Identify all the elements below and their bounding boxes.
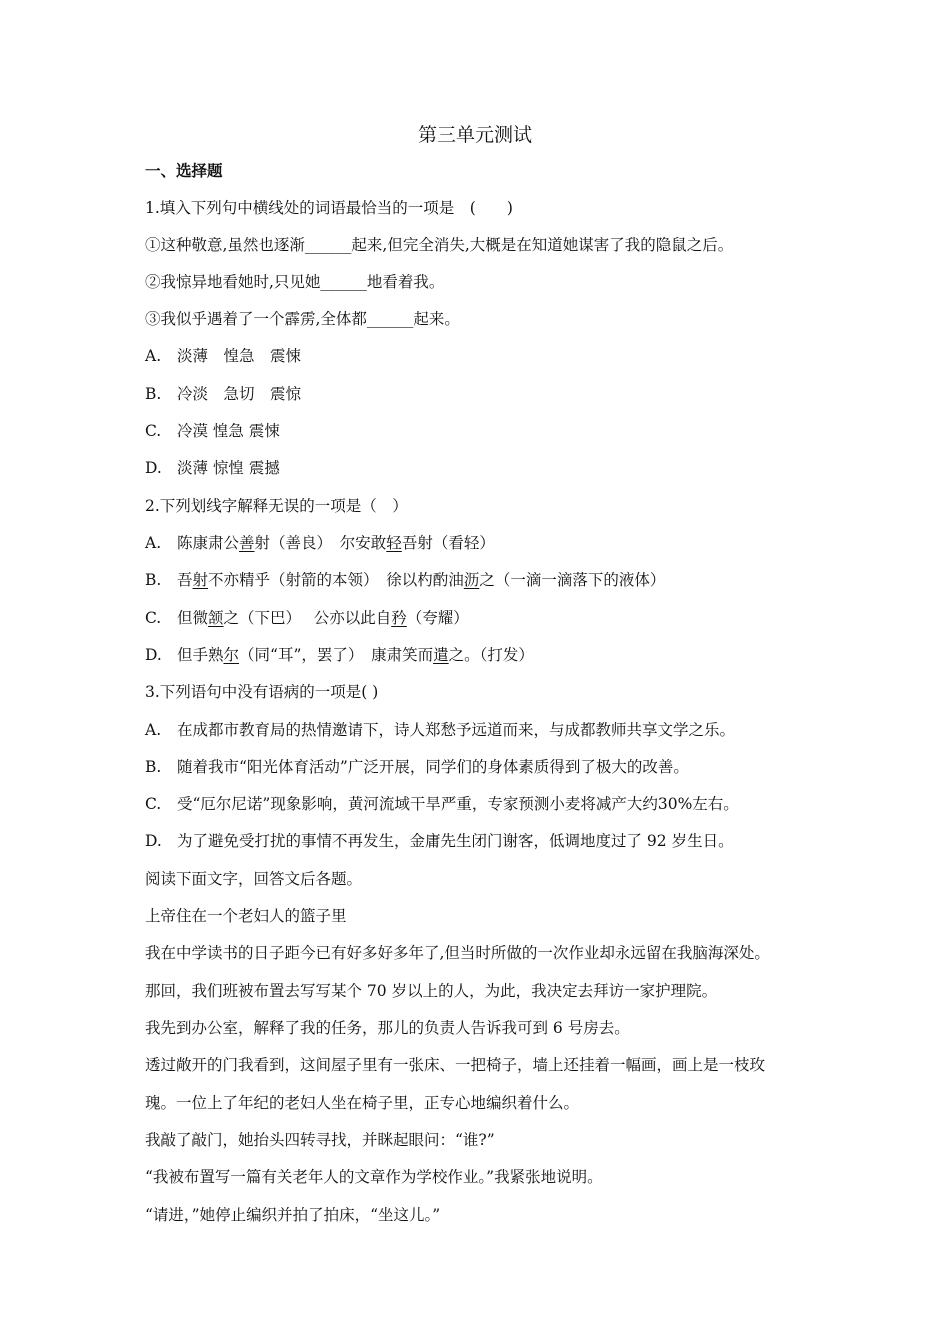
option-letter: A. bbox=[145, 534, 162, 552]
option-text: （夸耀） bbox=[406, 609, 469, 627]
question-3-option-c bbox=[145, 793, 739, 815]
question-2-option-b bbox=[145, 569, 665, 591]
option-text: 冷淡 急切 震惊 bbox=[177, 385, 302, 403]
option-letter: D. bbox=[145, 459, 162, 477]
passage-paragraph: “我被布置写一篇有关老年人的文章作为学校作业。”我紧张地说明。 bbox=[145, 1168, 603, 1186]
question-1-option-a bbox=[145, 345, 301, 367]
option-letter: B. bbox=[145, 385, 162, 403]
option-text: 淡薄 惶急 震悚 bbox=[177, 347, 302, 365]
option-text: 淡薄 惊惶 震撼 bbox=[177, 459, 280, 477]
option-letter: C. bbox=[145, 795, 162, 813]
option-letter: D. bbox=[145, 832, 162, 850]
option-text: 受“厄尔尼诺”现象影响，黄河流域干旱严重，专家预测小麦将减产大约30%左右。 bbox=[177, 795, 739, 813]
question-1-sentence-3: ③我似乎遇着了一个霹雳,全体都______起来。 bbox=[145, 310, 460, 328]
option-letter: C. bbox=[145, 609, 162, 627]
question-3-option-a bbox=[145, 719, 735, 741]
underlined-char: 善 bbox=[239, 534, 255, 552]
passage-paragraph: “请进，”她停止编织并拍了拍床，“坐这儿。” bbox=[145, 1206, 441, 1224]
question-3-option-d bbox=[145, 830, 734, 852]
underlined-char: 轻 bbox=[386, 534, 402, 552]
underlined-char: 遣 bbox=[433, 646, 449, 664]
underlined-char: 尔 bbox=[223, 646, 240, 664]
question-2-option-a bbox=[145, 532, 495, 554]
passage-paragraph: 透过敞开的门我看到，这间屋子里有一张床、一把椅子，墙上还挂着一幅画，画上是一枝玫 bbox=[145, 1056, 766, 1074]
question-1-sentence-1: ①这种敬意,虽然也逐渐______起来,但完全消失,大概是在知道她谋害了我的隐鼠之后。 bbox=[145, 236, 734, 254]
passage-paragraph-continued: 瑰。一位上了年纪的老妇人坐在椅子里，正专心地编织着什么。 bbox=[145, 1094, 580, 1112]
question-1-option-c bbox=[145, 420, 280, 442]
option-text: 之。（打发） bbox=[448, 646, 534, 664]
option-text: 但手熟 bbox=[177, 646, 224, 664]
option-text: 为了避免受打扰的事情不再发生，金庸先生闭门谢客，低调地度过了 92 岁生日。 bbox=[177, 832, 734, 850]
option-text: 不亦精乎（射箭的本领） 徐以杓酌油 bbox=[208, 571, 464, 589]
question-1-sentence-2: ②我惊异地看她时,只见她______地看着我。 bbox=[145, 273, 445, 291]
passage-paragraph: 那回，我们班被布置去写写某个 70 岁以上的人，为此，我决定去拜访一家护理院。 bbox=[145, 982, 718, 1000]
option-letter: B. bbox=[145, 571, 162, 589]
option-text: 射（善良） 尔安敢 bbox=[254, 534, 387, 552]
passage-paragraph: 我先到办公室，解释了我的任务，那儿的负责人告诉我可到 6 号房去。 bbox=[145, 1019, 630, 1037]
option-text: （同“耳”，罢了） 康肃笑而 bbox=[239, 646, 434, 664]
passage-paragraph: 我敲了敲门，她抬头四转寻找，并眯起眼问：“谁?” bbox=[145, 1131, 495, 1149]
question-2-stem: 2.下列划线字解释无误的一项是（ ） bbox=[145, 497, 408, 515]
option-letter: A. bbox=[145, 347, 162, 365]
option-text: 在成都市教育局的热情邀请下，诗人郑愁予远道而来，与成都教师共享文学之乐。 bbox=[177, 721, 736, 739]
underlined-char: 沥 bbox=[463, 571, 480, 589]
option-text: 但微 bbox=[177, 609, 209, 627]
option-text: 吾射（看轻） bbox=[401, 534, 495, 552]
option-letter: C. bbox=[145, 422, 162, 440]
question-2-option-d bbox=[145, 644, 534, 666]
passage-paragraph: 我在中学读书的日子距今已有好多好多年了,但当时所做的一次作业却永远留在我脑海深处。 bbox=[145, 944, 770, 962]
option-text: 之（一滴一滴落下的液体） bbox=[479, 571, 666, 589]
question-1-option-d bbox=[145, 457, 280, 479]
option-letter: A. bbox=[145, 721, 162, 739]
underlined-char: 颔 bbox=[208, 609, 224, 627]
page-title: 第三单元测试 bbox=[417, 124, 532, 146]
question-3-option-b bbox=[145, 756, 689, 778]
option-text: 吾 bbox=[177, 571, 193, 589]
option-letter: D. bbox=[145, 646, 162, 664]
option-text: 随着我市“阳光体育活动”广泛开展，同学们的身体素质得到了极大的改善。 bbox=[177, 758, 689, 776]
option-letter: B. bbox=[145, 758, 162, 776]
option-text: 冷漠 惶急 震悚 bbox=[177, 422, 280, 440]
question-2-option-c bbox=[145, 607, 469, 629]
option-text: 之（下巴） 公亦以此自 bbox=[223, 609, 392, 627]
underlined-char: 射 bbox=[192, 571, 209, 589]
underlined-char: 矜 bbox=[391, 609, 407, 627]
question-1-option-b bbox=[145, 383, 301, 405]
option-text: 陈康肃公 bbox=[177, 534, 240, 552]
section-heading: 一、选择题 bbox=[145, 161, 223, 180]
question-3-stem: 3.下列语句中没有语病的一项是( ) bbox=[145, 683, 379, 701]
passage-title: 上帝住在一个老妇人的篮子里 bbox=[145, 907, 347, 925]
question-1-stem: 1.填入下列句中横线处的词语最恰当的一项是 ( ) bbox=[145, 199, 513, 217]
reading-instruction: 阅读下面文字，回答文后各题。 bbox=[145, 870, 363, 888]
